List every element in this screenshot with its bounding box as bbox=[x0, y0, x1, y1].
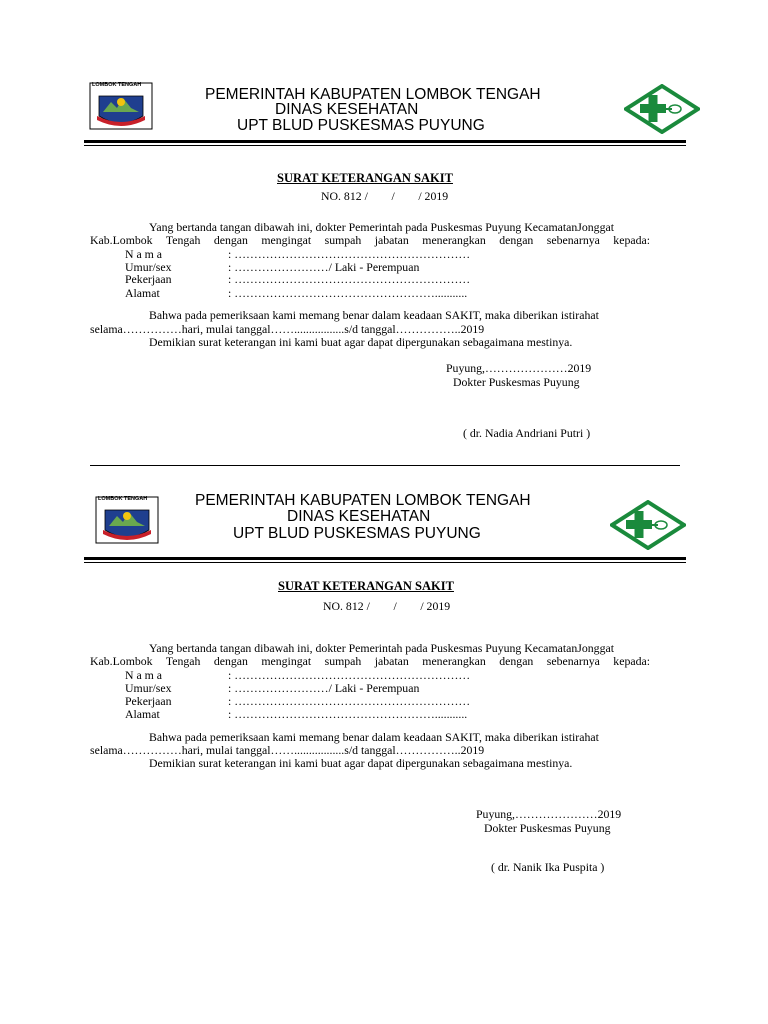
intro-line-1: Yang bertanda tangan dibawah ini, dokter Pemerintah pada Puskesmas Puyung KecamatanJonggat bbox=[149, 220, 614, 234]
section-divider bbox=[90, 465, 680, 466]
field-label-alamat: Alamat bbox=[125, 707, 160, 721]
body-line-2: selama……………hari, mulai tanggal…….................s/d tanggal……………..2019 bbox=[90, 743, 485, 757]
header-line-3: UPT BLUD PUSKESMAS PUYUNG bbox=[237, 117, 485, 134]
field-value-pekerjaan: : …………………………………………………… bbox=[228, 272, 471, 286]
logo-caption: LOMBOK TENGAH bbox=[98, 496, 148, 502]
field-label-umur: Umur/sex bbox=[125, 681, 172, 695]
body-line-3: Demikian surat keterangan ini kami buat agar dapat dipergunakan sebagaimana mestinya. bbox=[149, 756, 573, 770]
intro-line-2: Kab.Lombok Tengah dengan mengingat sumpah jabatan menerangkan dengan sebenarnya kepada: bbox=[90, 654, 650, 668]
field-value-alamat: : ……………………………………………........... bbox=[228, 707, 468, 721]
lombok-tengah-crest-icon bbox=[89, 82, 153, 130]
signer-name: ( dr. Nadia Andriani Putri ) bbox=[463, 426, 591, 440]
field-label-alamat: Alamat bbox=[125, 286, 160, 300]
letter-title: SURAT KETERANGAN SAKIT bbox=[278, 579, 454, 593]
header-rule bbox=[84, 140, 686, 143]
field-label-pekerjaan: Pekerjaan bbox=[125, 694, 172, 708]
body-line-1: Bahwa pada pemeriksaan kami memang benar dalam keadaan SAKIT, maka diberikan istirahat bbox=[149, 730, 599, 744]
header-rule-thin bbox=[84, 145, 686, 146]
field-value-pekerjaan: : …………………………………………………… bbox=[228, 694, 471, 708]
field-label-nama: N a m a bbox=[125, 247, 163, 261]
lombok-tengah-crest-icon bbox=[95, 496, 159, 544]
puskesmas-cross-icon bbox=[624, 84, 700, 134]
logo-caption: LOMBOK TENGAH bbox=[92, 82, 142, 88]
place-date: Puyung,…………………2019 bbox=[476, 807, 622, 821]
letter-number: NO. 812 / / / 2019 bbox=[321, 189, 449, 203]
signer-title: Dokter Puskesmas Puyung bbox=[484, 821, 611, 835]
header-line-1: PEMERINTAH KABUPATEN LOMBOK TENGAH bbox=[205, 86, 541, 103]
header-line-2: DINAS KESEHATAN bbox=[287, 508, 431, 525]
header-line-1: PEMERINTAH KABUPATEN LOMBOK TENGAH bbox=[195, 492, 531, 509]
header-rule-thin bbox=[84, 562, 686, 563]
field-label-umur: Umur/sex bbox=[125, 260, 172, 274]
field-label-nama: N a m a bbox=[125, 668, 163, 682]
field-value-alamat: : ……………………………………………........... bbox=[228, 286, 468, 300]
field-value-nama: : …………………………………………………… bbox=[228, 247, 471, 261]
field-value-nama: : …………………………………………………… bbox=[228, 668, 471, 682]
puskesmas-cross-icon bbox=[610, 500, 686, 550]
letter-title: SURAT KETERANGAN SAKIT bbox=[277, 171, 453, 185]
header-rule bbox=[84, 557, 686, 560]
intro-line-2: Kab.Lombok Tengah dengan mengingat sumpah jabatan menerangkan dengan sebenarnya kepada: bbox=[90, 233, 650, 247]
letter-number: NO. 812 / / / 2019 bbox=[323, 599, 451, 613]
header-line-3: UPT BLUD PUSKESMAS PUYUNG bbox=[233, 525, 481, 542]
signer-title: Dokter Puskesmas Puyung bbox=[453, 375, 580, 389]
field-label-pekerjaan: Pekerjaan bbox=[125, 272, 172, 286]
signer-name: ( dr. Nanik Ika Puspita ) bbox=[491, 860, 605, 874]
place-date: Puyung,…………………2019 bbox=[446, 361, 592, 375]
body-line-1: Bahwa pada pemeriksaan kami memang benar dalam keadaan SAKIT, maka diberikan istirahat bbox=[149, 308, 599, 322]
header-line-2: DINAS KESEHATAN bbox=[275, 101, 419, 118]
field-value-umur: : ……………………/ Laki - Perempuan bbox=[228, 681, 420, 695]
body-line-3: Demikian surat keterangan ini kami buat agar dapat dipergunakan sebagaimana mestinya. bbox=[149, 335, 573, 349]
body-line-2: selama……………hari, mulai tanggal…….................s/d tanggal……………..2019 bbox=[90, 322, 485, 336]
intro-line-1: Yang bertanda tangan dibawah ini, dokter Pemerintah pada Puskesmas Puyung KecamatanJonggat bbox=[149, 641, 614, 655]
field-value-umur: : ……………………/ Laki - Perempuan bbox=[228, 260, 420, 274]
